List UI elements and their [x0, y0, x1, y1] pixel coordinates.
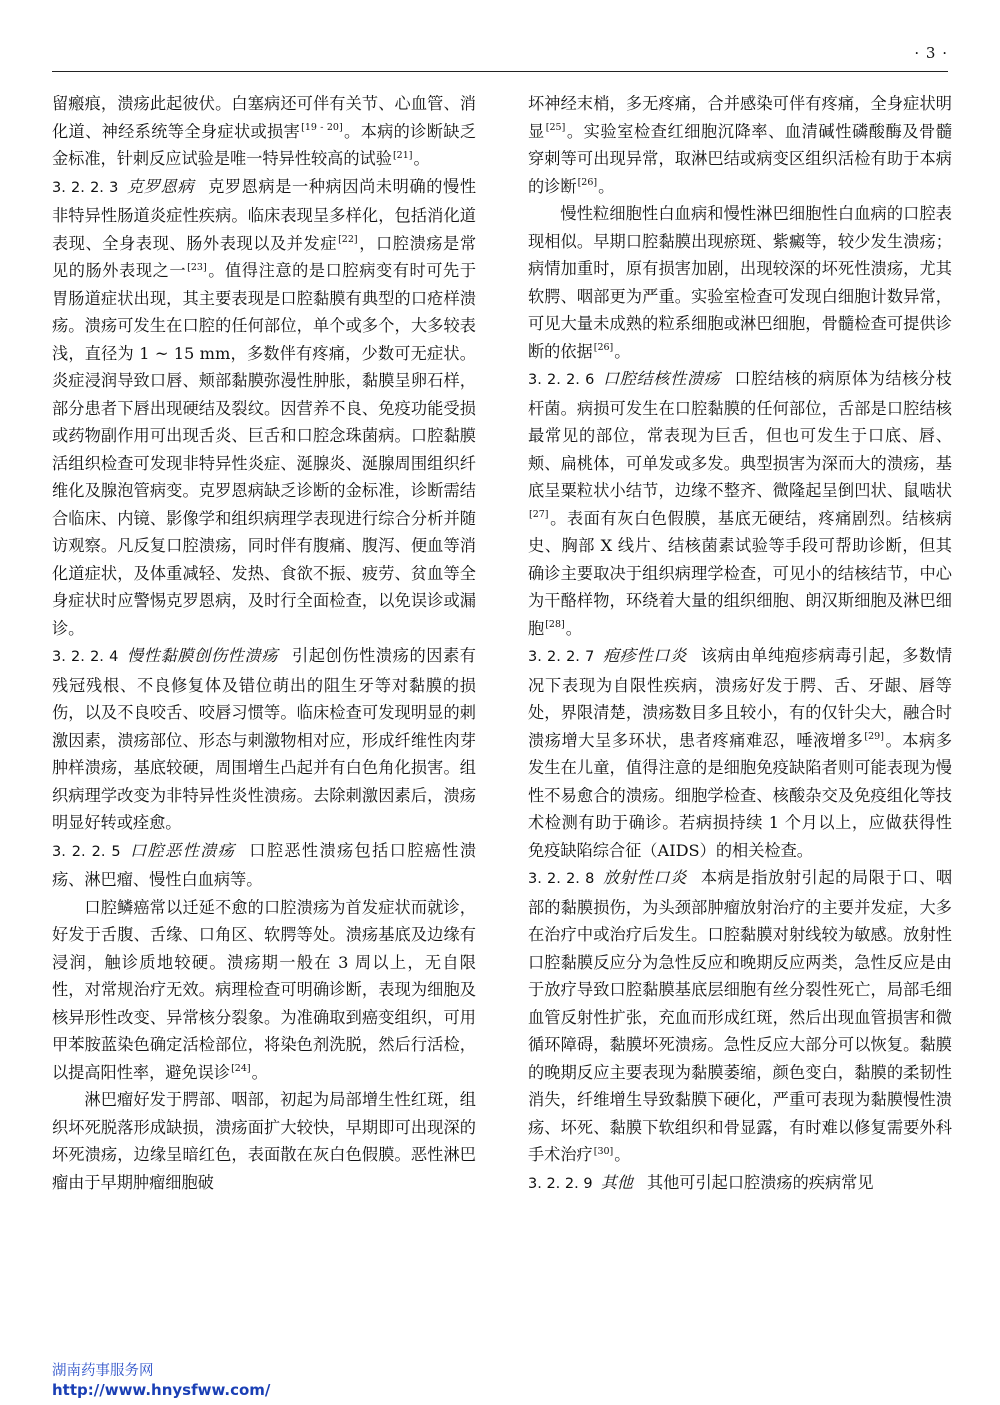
- paragraph-text: 。本病多发生在儿童，值得注意的是细胞免疫缺陷者则可能表现为慢性不易愈合的溃疡。细胞学检查、核酸杂交及免疫组化等技术检测有助于确诊。若病损持续 1 个月以上，应做获得性免疫缺陷综合征（AIDS）的相关检查。: [528, 730, 953, 860]
- paragraph-text: 。: [614, 1145, 631, 1164]
- section-title: 慢性黏膜创伤性溃疡: [126, 646, 278, 665]
- section-number: 3. 2. 2. 3: [52, 179, 119, 196]
- paragraph-text: 本病是指放射引起的局限于口、咽部的黏膜损伤，为头颈部肿瘤放射治疗的主要并发症，大多在治疗中或治疗后发生。口腔黏膜对射线较为敏感。放射性口腔黏膜反应分为急性反应和晚期反应两类，急性反应是由于放疗导致口腔黏膜基底层细胞有丝分裂性死亡，局部毛细血管反射性扩张，充血而形成红斑，然后出现血管损害和微循环障碍，黏膜坏死溃疡。急性反应大部分可以恢复。黏膜的晚期反应主要表现为黏膜萎缩，颜色变白，黏膜的柔韧性消失，纤维增生导致黏膜下硬化，严重可表现为黏膜慢性溃疡、坏死、黏膜下软组织和骨显露，有时难以修复需要外科手术治疗: [528, 868, 953, 1164]
- paragraph: [528, 200, 952, 365]
- citation-ref: [26]: [593, 342, 614, 354]
- paragraph-text: 。实验室检查红细胞沉降率、血清碱性磷酸酶及骨髓穿刺等可出现异常，取淋巴结或病变区组织活检有助于本病的诊断: [528, 121, 953, 196]
- section-number: 3. 2. 2. 6: [528, 372, 595, 388]
- citation-ref: [19 - 20]: [301, 122, 343, 134]
- section-title: 口腔结核性溃疡: [602, 369, 721, 388]
- paragraph-text: 淋巴瘤好发于腭部、咽部，初起为局部增生性红斑，组织坏死脱落形成缺损，溃疡面扩大较快，早期即可出现深的坏死溃疡，边缘呈暗红色，表面散在灰白色假膜。恶性淋巴瘤由于早期肿瘤细胞破: [52, 1090, 476, 1192]
- footer-site-name: 湖南药事服务网: [52, 1363, 154, 1379]
- section-number: 3. 2. 2. 5: [52, 843, 121, 860]
- paragraph-text: 其他可引起口腔溃疡的疾病常见: [646, 1172, 874, 1192]
- section-paragraph: [528, 1169, 952, 1199]
- section-paragraph: [52, 173, 476, 643]
- section-number: 3. 2. 2. 8: [528, 871, 595, 887]
- paragraph-text: 。: [565, 618, 582, 638]
- section-title: 疱疹性口炎: [602, 646, 687, 665]
- paragraph: [528, 90, 952, 200]
- citation-ref: [29]: [864, 731, 884, 743]
- paragraph: [52, 894, 476, 1087]
- section-number: 3. 2. 2. 9: [528, 1175, 593, 1192]
- section-title: 口腔恶性溃疡: [128, 840, 236, 860]
- paragraph-text: 该病由单纯疱疹病毒引起，多数情况下表现为自限性疾病，溃疡好发于腭、舌、牙龈、唇等处，界限清楚，溃疡数目多且较小，有的仅针尖大，融合时溃疡增大呈多环状，患者疼痛难忍，唾液增多: [528, 646, 953, 750]
- paragraph-text: 。: [251, 1062, 268, 1082]
- paragraph-text: 引起创伤性溃疡的因素有残冠残根、不良修复体及错位萌出的阻生牙等对黏膜的损伤，以及不良咬舌、咬唇习惯等。临床检查可发现明显的刺激因素，溃疡部位、形态与刺激物相对应，形成纤维性肉芽肿样溃疡，基底较硬，周围增生凸起并有白色角化损害。组织病理学改变为非特异性炎性溃疡。去除刺激因素后，溃疡明显好转或痊愈。: [52, 646, 476, 832]
- page-number: · 3 ·: [914, 44, 948, 62]
- paragraph-text: 口腔恶性溃疡包括口腔癌性溃疡、淋巴瘤、慢性白血病等。: [52, 840, 477, 889]
- section-title: 克罗恩病: [126, 176, 195, 196]
- section-number: 3. 2. 2. 4: [52, 649, 119, 665]
- paragraph-text: 慢性粒细胞性白血病和慢性淋巴细胞性白血病的口腔表现相似。早期口腔黏膜出现瘀斑、紫癜等，较少发生溃疡；病情加重时，原有损害加剧，出现较深的坏死性溃疡，尤其软腭、咽部更为严重。实验室检查可发现白细胞计数异常，可见大量未成熟的粒系细胞或淋巴细胞，骨髓检查可提供诊断的依据: [528, 204, 952, 361]
- section-paragraph: [52, 837, 476, 894]
- citation-ref: [27]: [529, 509, 549, 521]
- left-column: [52, 90, 476, 1196]
- paragraph-text: 。表面有灰白色假膜，基底无硬结，疼痛剧烈。结核病史、胸部 X 线片、结核菌素试验等手段可帮助诊断，但其确诊主要取决于组织病理学检查，可见小的结核结节，中心为干酪样物，环绕着大量的组织细胞、朗汉斯细胞及淋巴细胞: [528, 508, 952, 638]
- citation-ref: [22]: [338, 234, 358, 246]
- citation-ref: [30]: [593, 1145, 614, 1157]
- paragraph: [52, 1086, 476, 1196]
- section-number: 3. 2. 2. 7: [528, 649, 595, 665]
- paragraph-text: 留瘢痕，溃疡此起彼伏。白塞病还可伴有关节、心血管、消化道、神经系统等全身症状或损害: [52, 94, 476, 141]
- paragraph-text: ，口腔溃疡是常见的肠外表现之一: [52, 233, 477, 280]
- right-column: [528, 90, 952, 1198]
- section-paragraph: [528, 864, 952, 1169]
- paragraph-text: 。: [413, 149, 430, 168]
- paragraph: [52, 90, 476, 173]
- citation-ref: [26]: [577, 177, 598, 189]
- paragraph-text: 。本病的诊断缺乏金标准，针刺反应试验是唯一特异性较高的试验: [52, 121, 477, 168]
- header-rule: [52, 71, 948, 72]
- citation-ref: [28]: [545, 619, 565, 631]
- footer-url-link[interactable]: http://www.hnysfww.com/: [52, 1381, 271, 1399]
- citation-ref: [25]: [545, 122, 566, 134]
- section-paragraph: [52, 642, 476, 837]
- citation-ref: [24]: [231, 1063, 251, 1075]
- paragraph-text: 。: [614, 341, 631, 361]
- citation-ref: [23]: [187, 261, 207, 273]
- section-title: 其他: [600, 1172, 633, 1192]
- section-paragraph: [528, 642, 952, 864]
- paragraph-text: 。值得注意的是口腔病变有时可先于胃肠道症状出现，其主要表现是口腔黏膜有典型的口疮样溃疡。溃疡可发生在口腔的任何部位，单个或多个，大多较表浅，直径为 1 ~ 15 mm，多数伴有疼痛，少数可无症状。炎症浸润导致口唇、颊部黏膜弥漫性肿胀，黏膜呈卵石样，部分患者下唇出现硬结及裂纹。因营养不良、免疫功能受损或药物副作用可出现舌炎、巨舌和口腔念珠菌病。口腔黏膜活组织检查可发现非特异性炎症、涎腺炎、涎腺周围组织纤维化及腺泡管病变。克罗恩病缺乏诊断的金标准，诊断需结合临床、内镜、影像学和组织病理学表现进行综合分析并随访观察。凡反复口腔溃疡，同时伴有腹痛、腹泻、便血等消化道症状，及体重减轻、发热、食欲不振、疲劳、贫血等全身症状时应警惕克罗恩病，及时行全面检查，以免误诊或漏诊。: [52, 261, 477, 638]
- paragraph-text: 口腔鳞癌常以迁延不愈的口腔溃疡为首发症状而就诊，好发于舌腹、舌缘、口角区、软腭等处。溃疡基底及边缘有浸润，触诊质地较硬。溃疡期一般在 3 周以上，无自限性，对常规治疗无效。病理检查可明确诊断，表现为细胞及核异形性改变、异常核分裂象。为准确取到癌变组织，可用甲苯胺蓝染色确定活检部位，将染色剂洗脱，然后行活检，以提高阳性率，避免误诊: [52, 897, 476, 1082]
- section-title: 放射性口炎: [602, 868, 687, 887]
- paragraph-text: 口腔结核的病原体为结核分枝杆菌。病损可发生在口腔黏膜的任何部位，舌部是口腔结核最常见的部位，常表现为巨舌，但也可发生于口底、唇、颊、扁桃体，可单发或多发。典型损害为深而大的溃疡，基底呈粟粒状小结节，边缘不整齐、微隆起呈倒凹状、鼠啮状: [528, 369, 952, 500]
- paragraph-text: 坏神经末梢，多无疼痛，合并感染可伴有疼痛，全身症状明显: [528, 94, 952, 141]
- section-paragraph: [528, 365, 952, 642]
- citation-ref: [21]: [392, 149, 413, 161]
- footer: [52, 1362, 270, 1400]
- paragraph-text: 克罗恩病是一种病因尚未明确的慢性非特异性肠道炎症性疾病。临床表现呈多样化，包括消化道表现、全身表现、肠外表现以及并发症: [52, 176, 477, 253]
- paragraph-text: 。: [598, 176, 615, 196]
